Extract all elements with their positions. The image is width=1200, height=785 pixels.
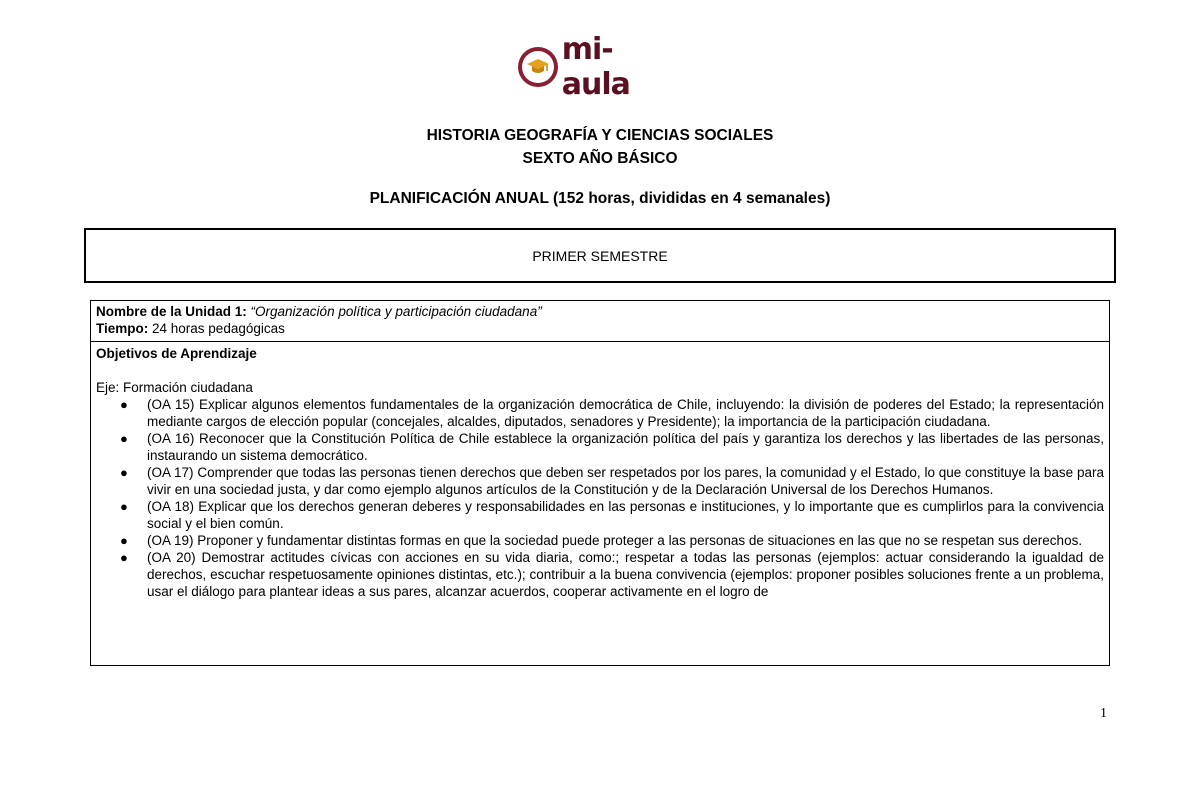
objectives-title: Objetivos de Aprendizaje (96, 346, 257, 361)
list-item (120, 396, 1104, 430)
subject-title: HISTORIA GEOGRAFÍA Y CIENCIAS SOCIALES (426, 127, 774, 144)
planning-title: PLANIFICACIÓN ANUAL (152 horas, divididas en 4 semanales) (369, 190, 831, 207)
unit-time-value: 24 horas pedagógicas (148, 321, 285, 336)
bullet-icon: ● (120, 397, 128, 412)
unit-name-value: “Organización política y participación ciudadana” (246, 304, 542, 319)
grade-title: SEXTO AÑO BÁSICO (522, 150, 678, 167)
graduation-cap-icon (518, 47, 558, 87)
objective-text: (OA 15) Explicar algunos elementos fundamentales de la organización democrática de Chile, incluyendo: la división de poderes del Estado; la representación mediante cargos de elección popular (concejales, alcaldes, diputados, senadores y Presidente); la importancia de la participación ciudadana. (147, 397, 1104, 429)
bullet-icon: ● (120, 550, 128, 565)
list-item (120, 430, 1104, 464)
page-number: 1 (1100, 706, 1107, 721)
list-item (120, 532, 1104, 549)
objective-text: (OA 18) Explicar que los derechos generan deberes y responsabilidades en las personas e instituciones, y lo importante que es cumplirlos para la convivencia social y el bien común. (147, 499, 1104, 531)
unit-name-line (96, 303, 1104, 320)
unit-body (91, 342, 1109, 600)
logo (518, 32, 680, 102)
semester-box (84, 228, 1116, 283)
bullet-icon: ● (120, 499, 128, 514)
bullet-icon: ● (120, 431, 128, 446)
unit-header (91, 301, 1109, 342)
objective-text: (OA 16) Reconocer que la Constitución Política de Chile establece la organización política del país y garantiza los derechos y las libertades de las personas, instaurando un sistema democrático. (147, 431, 1104, 463)
semester-label: PRIMER SEMESTRE (532, 247, 668, 264)
unit-time-line (96, 320, 1104, 337)
unit-name-label: Nombre de la Unidad 1: (96, 304, 247, 319)
bullet-icon: ● (120, 465, 128, 480)
objective-text: (OA 20) Demostrar actitudes cívicas con acciones en su vida diaria, como:; respetar a todas las personas (ejemplos: actuar considerando la igualdad de derechos, escuchar respetuosamente opiniones distintas, etc.); contribuir a la buena convivencia (ejemplos: proponer posibles soluciones frente a un problema, usar el diálogo para plantear ideas a sus pares, alcanzar acuerdos, cooperar activamente en el logro de (147, 550, 1104, 599)
list-item (120, 464, 1104, 498)
axis-label: Eje: Formación ciudadana (96, 380, 253, 395)
unit-table (90, 300, 1110, 666)
objectives-list (96, 396, 1104, 600)
unit-time-label: Tiempo: (96, 321, 149, 336)
objective-text: (OA 17) Comprender que todas las personas tienen derechos que deben ser respetados por los pares, la comunidad y el Estado, lo que constituye la base para vivir en una sociedad justa, y dar como ejemplo algunos artículos de la Constitución y de la Declaración Universal de los Derechos Humanos. (147, 465, 1104, 497)
list-item (120, 549, 1104, 600)
list-item (120, 498, 1104, 532)
bullet-icon: ● (120, 533, 128, 548)
objective-text: (OA 19) Proponer y fundamentar distintas formas en que la sociedad puede proteger a las personas de situaciones en las que no se respetan sus derechos. (147, 533, 1083, 548)
logo-text: mi-aula (561, 32, 630, 102)
